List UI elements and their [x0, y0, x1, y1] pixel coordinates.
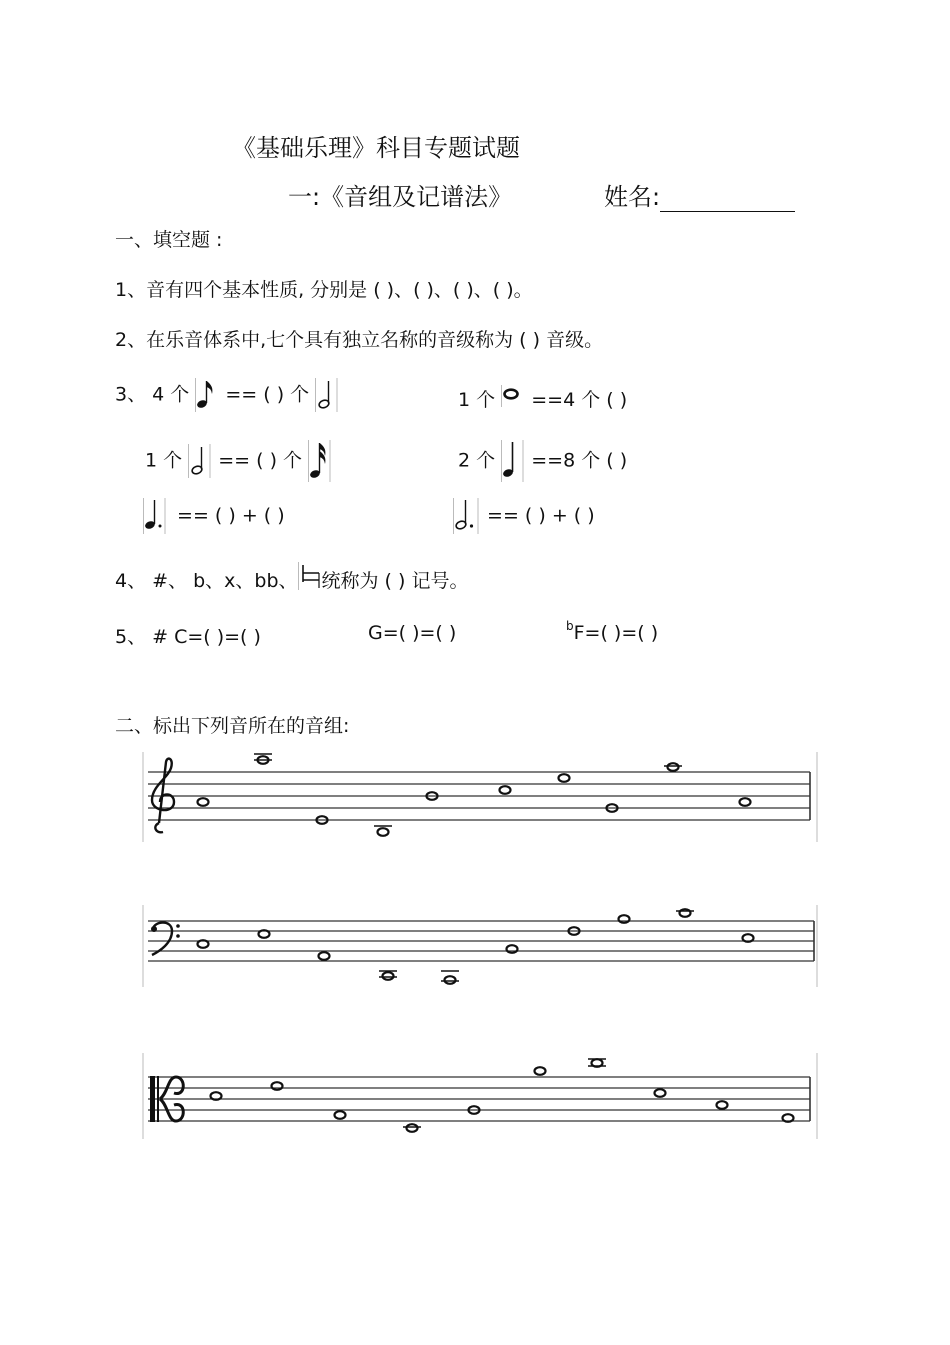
question-2: 2、在乐音体系中,七个具有独立名称的音级称为 ( ) 音级。: [115, 329, 604, 351]
whole-note-icon: [501, 385, 525, 407]
question-3-row3-right: == ( ) + ( ): [453, 498, 595, 534]
subtitle: 一:《音组及记谱法》: [288, 183, 513, 211]
question-5-part3: $^b$F=( )=( ): [566, 619, 659, 644]
question-3-row1-right: 1 个 ==4 个 ( ): [458, 385, 627, 412]
question-3-row2-right: 2 个 ==8 个 ( ): [458, 440, 627, 482]
question-3-row1-left: 3、 4 个 == ( ) 个: [115, 378, 339, 412]
question-5-part2: G=( )=( ): [368, 622, 457, 644]
question-3-row2-left: 1 个 == ( ) 个: [145, 440, 332, 482]
section1-heading: 一、填空题 :: [115, 229, 223, 251]
dotted-quarter-note-icon: [143, 498, 171, 534]
bass-clef-icon: [151, 923, 180, 956]
half-note-icon: [188, 444, 212, 478]
natural-sign-icon: [298, 562, 322, 590]
treble-clef-staff: [142, 752, 818, 844]
question-3-row3-left: == ( ) + ( ): [143, 498, 285, 534]
question-5-part1: 5、 # C=( )=( ): [115, 626, 261, 648]
alto-clef-staff: [142, 1053, 818, 1141]
quarter-note-icon: [501, 440, 525, 482]
name-label: 姓名:: [604, 183, 661, 211]
question-4: 4、 #、 b、x、bb、 统称为 ( ) 记号。: [115, 562, 468, 593]
bass-notes: [198, 909, 754, 984]
dotted-half-note-icon: [453, 498, 481, 534]
eighth-note-icon: [195, 378, 219, 412]
page-title: 《基础乐理》科目专题试题: [232, 134, 520, 162]
bass-clef-staff: [142, 905, 818, 989]
question-1: 1、音有四个基本性质, 分别是 ( )、( )、( )、( )。: [115, 279, 533, 301]
section2-heading: 二、标出下列音所在的音组:: [115, 715, 350, 737]
sixteenth-note-icon: [308, 440, 332, 482]
name-blank-line[interactable]: [660, 189, 795, 212]
half-note-icon: [315, 378, 339, 412]
flat-superscript: b: [566, 619, 574, 633]
name-field[interactable]: [604, 177, 795, 212]
